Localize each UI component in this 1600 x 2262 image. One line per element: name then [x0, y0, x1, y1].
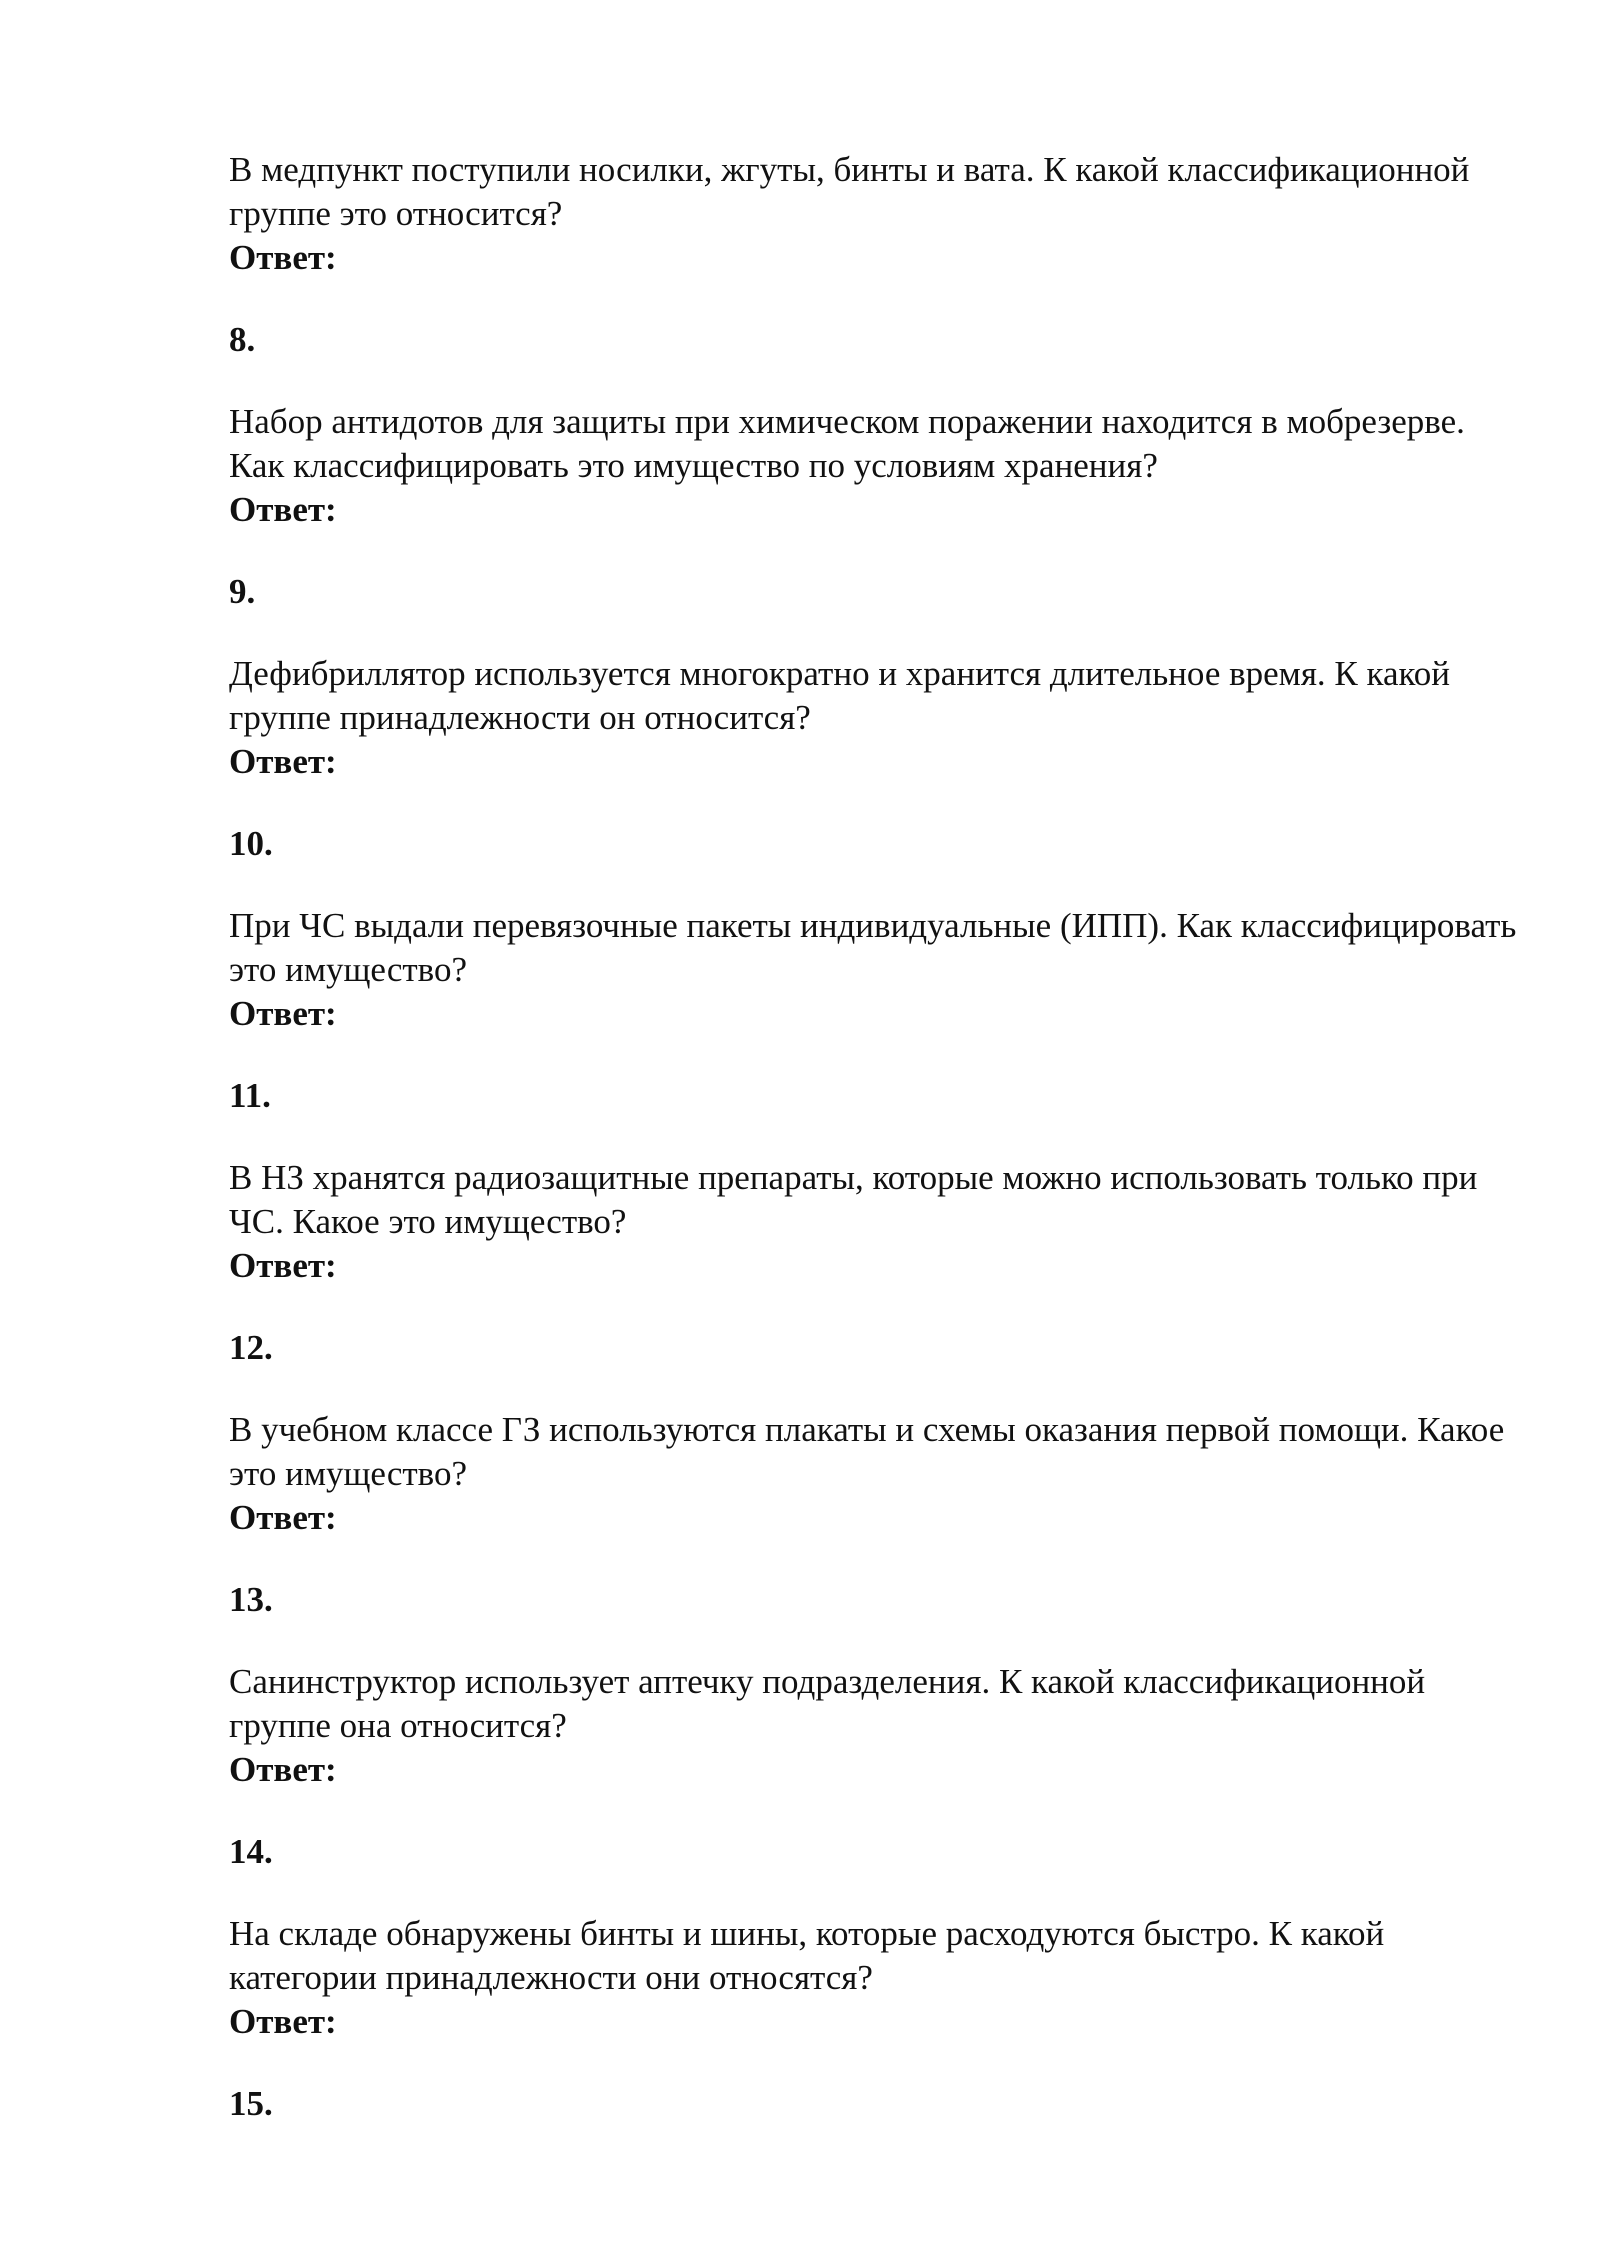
question-block: [229, 1156, 1529, 1370]
question-block: [229, 148, 1529, 362]
answer-label: Ответ:: [229, 1246, 337, 1285]
question-text: На складе обнаружены бинты и шины, которые расходуются быстро. К какой категории принадлежности они относятся?: [229, 1914, 1385, 1997]
answer-label: Ответ:: [229, 238, 337, 277]
question-block: [229, 1408, 1529, 1622]
question-number: 9.: [229, 572, 256, 611]
answer-label: Ответ:: [229, 994, 337, 1033]
question-text: Набор антидотов для защиты при химическом поражении находится в мобрезерве. Как классифицировать это имущество по условиям хранения?: [229, 402, 1465, 485]
question-number: 12.: [229, 1328, 273, 1367]
question-number: 8.: [229, 320, 256, 359]
question-block: [229, 904, 1529, 1118]
question-text: В НЗ хранятся радиозащитные препараты, которые можно использовать только при ЧС. Какое это имущество?: [229, 1158, 1478, 1241]
answer-label: Ответ:: [229, 2002, 337, 2041]
question-block: [229, 1660, 1529, 1874]
question-number: 10.: [229, 824, 273, 863]
question-text: В медпункт поступили носилки, жгуты, бинты и вата. К какой классификационной группе это относится?: [229, 150, 1470, 233]
question-block: [229, 1912, 1529, 2126]
question-block: [229, 400, 1529, 614]
answer-label: Ответ:: [229, 742, 337, 781]
question-text: Санинструктор использует аптечку подразделения. К какой классификационной группе она относится?: [229, 1662, 1426, 1745]
answer-label: Ответ:: [229, 1498, 337, 1537]
question-number: 11.: [229, 1076, 271, 1115]
question-text: Дефибриллятор используется многократно и хранится длительное время. К какой группе принадлежности он относится?: [229, 654, 1450, 737]
answer-label: Ответ:: [229, 1750, 337, 1789]
question-number: 14.: [229, 1832, 273, 1871]
question-text: В учебном классе ГЗ используются плакаты и схемы оказания первой помощи. Какое это имущество?: [229, 1410, 1505, 1493]
answer-label: Ответ:: [229, 490, 337, 529]
question-number: 15.: [229, 2084, 273, 2123]
question-text: При ЧС выдали перевязочные пакеты индивидуальные (ИПП). Как классифицировать это имущество?: [229, 906, 1517, 989]
question-number: 13.: [229, 1580, 273, 1619]
question-block: [229, 652, 1529, 866]
document-page: [229, 148, 1529, 2164]
